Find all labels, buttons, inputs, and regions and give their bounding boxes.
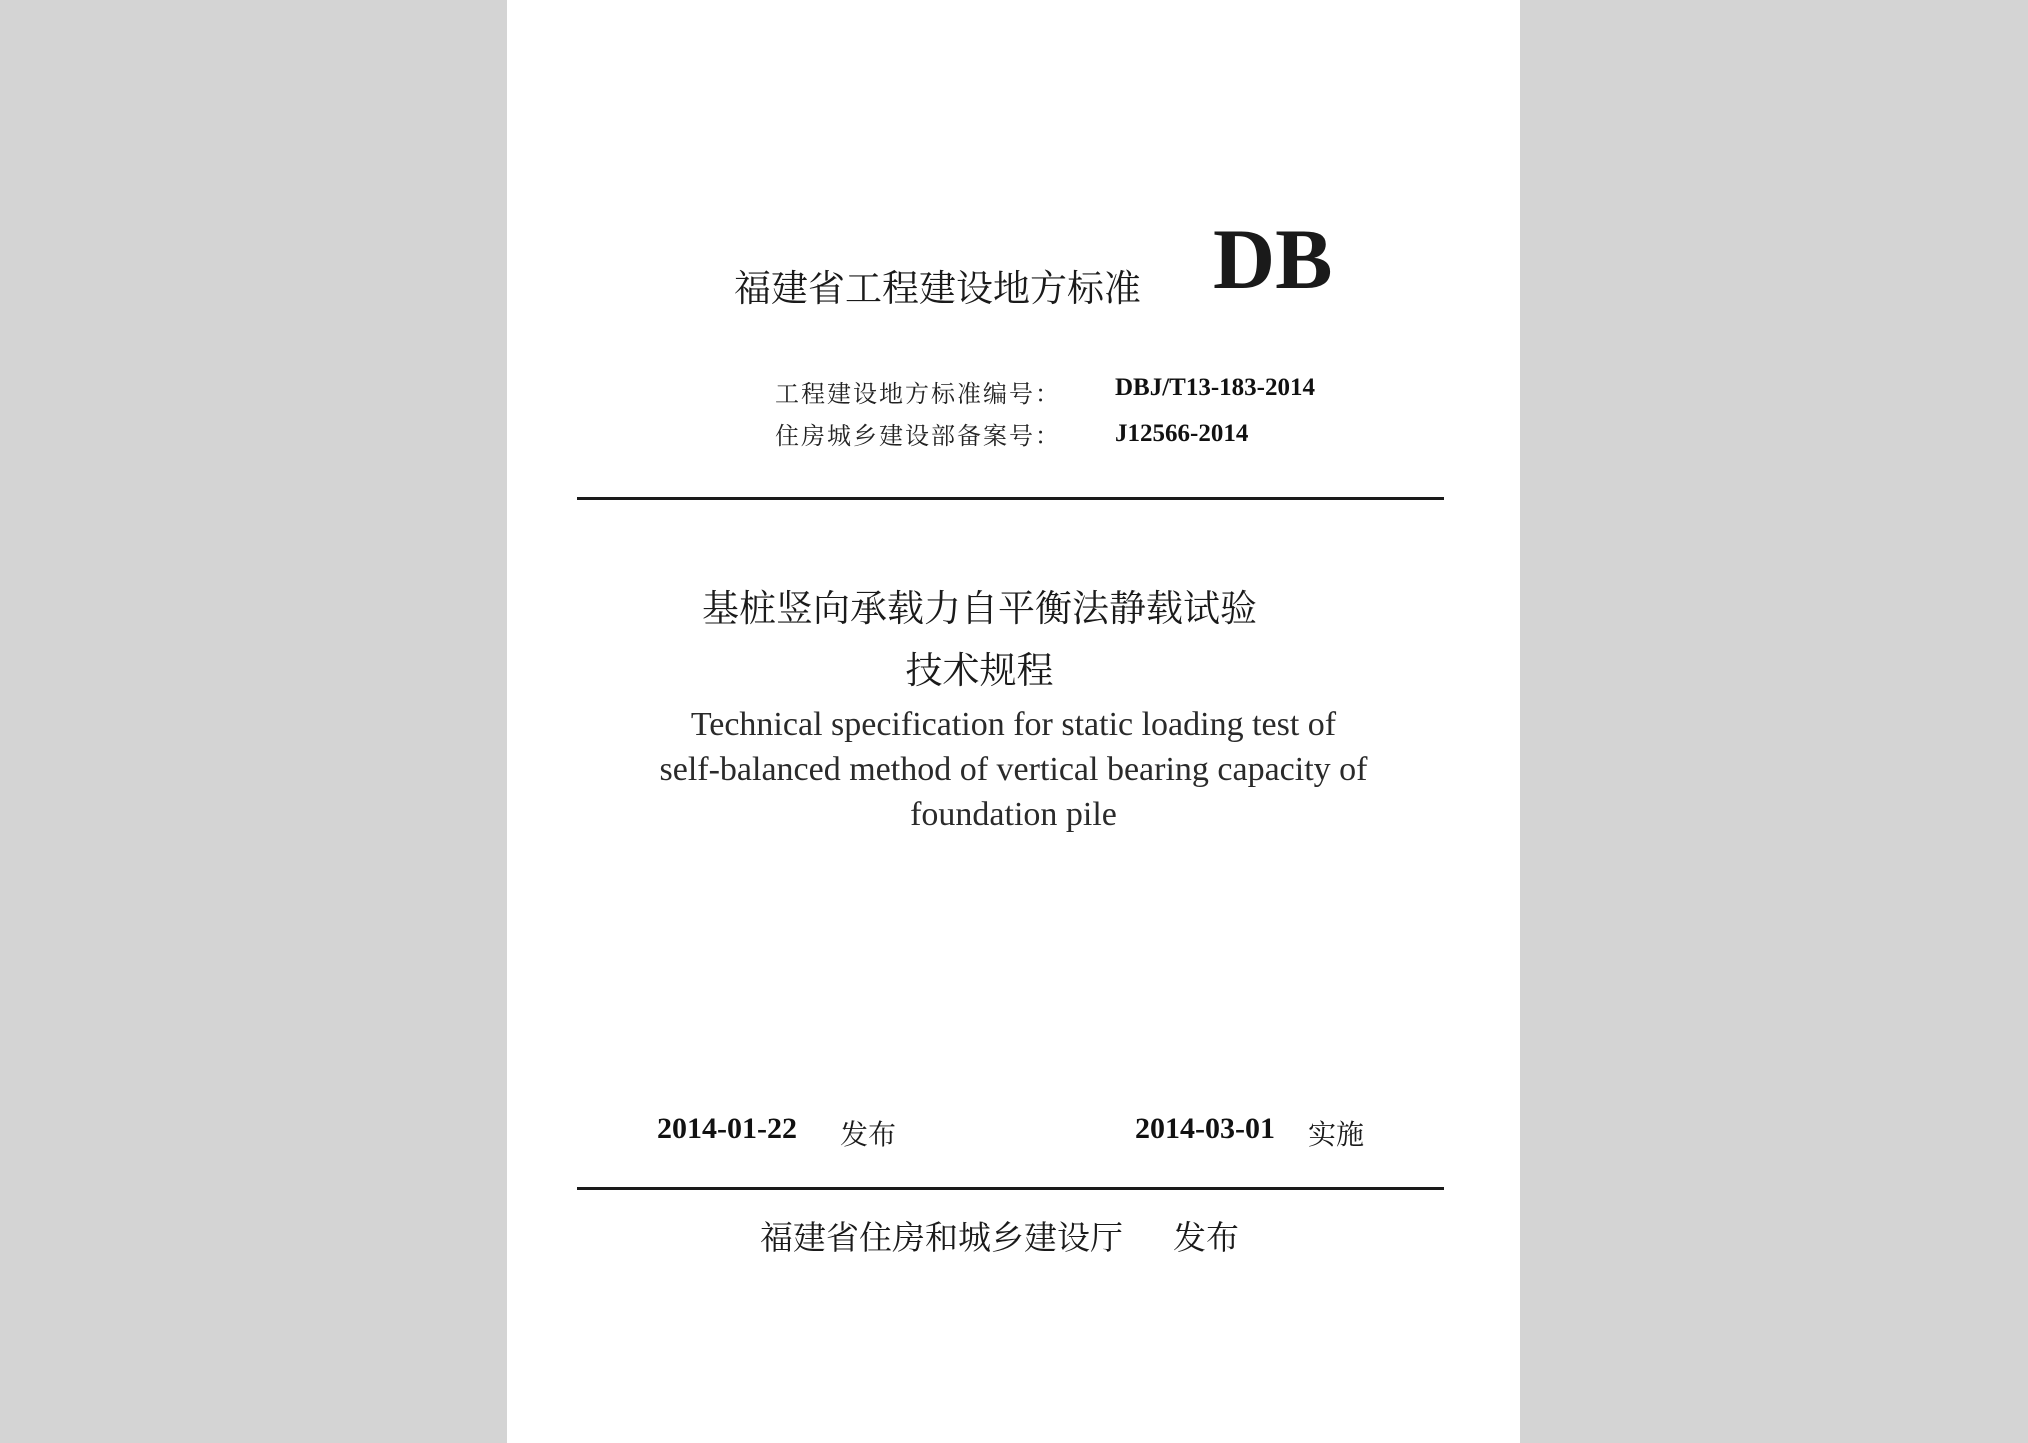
series-title: 福建省工程建设地方标准 [734, 267, 1141, 310]
title-cn-line1: 基桩竖向承载力自平衡法静载试验 [702, 587, 1257, 630]
publisher-word: 发布 [1173, 1218, 1239, 1257]
document-page [507, 0, 1520, 1443]
effective-word: 实施 [1308, 1118, 1365, 1151]
standard-number-value: DBJ/T13-183-2014 [1115, 374, 1315, 401]
issue-date: 2014-01-22 [657, 1112, 797, 1145]
standard-number-label: 工程建设地方标准编号： [775, 380, 1061, 408]
top-divider [577, 497, 1444, 500]
bottom-divider [577, 1187, 1444, 1190]
db-mark: DB [1213, 211, 1333, 307]
record-number-value: J12566-2014 [1115, 420, 1249, 447]
title-en-line2: self-balanced method of vertical bearing capacity of [659, 751, 1368, 788]
publisher-name: 福建省住房和城乡建设厅 [760, 1218, 1123, 1257]
title-en-line3: foundation pile [910, 796, 1117, 833]
record-number-label: 住房城乡建设部备案号： [775, 422, 1061, 450]
title-en-line1: Technical specification for static loading test of [690, 706, 1337, 743]
issue-word: 发布 [840, 1118, 897, 1151]
title-cn-line2: 技术规程 [905, 649, 1054, 692]
effective-date: 2014-03-01 [1135, 1112, 1275, 1145]
